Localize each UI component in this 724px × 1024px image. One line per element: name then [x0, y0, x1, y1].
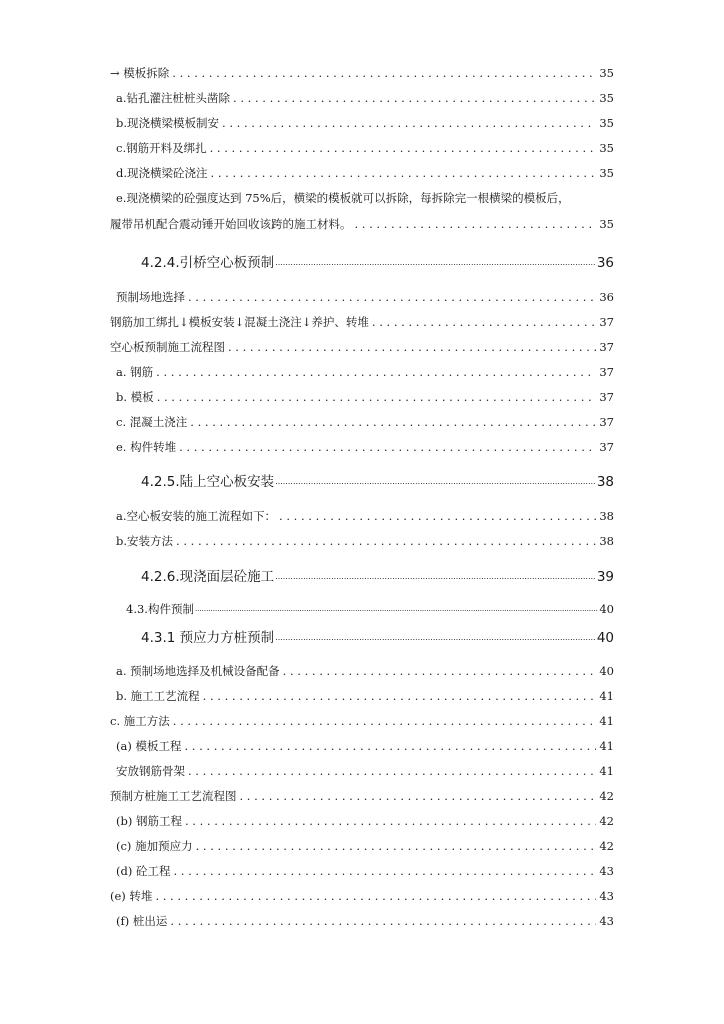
toc-entry-title: (f) 桩出运	[116, 914, 168, 928]
toc-entry-title: e. 构件转堆	[116, 440, 177, 454]
toc-page-number: 35	[599, 116, 614, 130]
toc-entry[interactable]	[110, 211, 614, 231]
dot-leader	[233, 91, 596, 105]
toc-page-number: 41	[599, 689, 614, 703]
toc-entry[interactable]	[116, 733, 614, 753]
toc-entry[interactable]	[116, 284, 614, 304]
toc-page-number: 37	[599, 340, 614, 354]
toc-entry-title: a. 钢筋	[116, 365, 154, 379]
toc-page-number: 38	[599, 534, 614, 548]
toc-page-number: 35	[599, 217, 614, 231]
toc-entry-title: 安放钢筋骨架	[116, 764, 185, 778]
dot-leader	[275, 253, 596, 271]
toc-entry-title: (a) 模板工程	[116, 739, 182, 753]
dot-leader	[157, 390, 597, 404]
toc-entry-title: d.现浇横梁砼浇注	[116, 166, 208, 180]
dot-leader	[372, 315, 596, 329]
toc-page-number: 36	[596, 255, 614, 271]
toc-page-number: 41	[599, 739, 614, 753]
toc-entry-title: → 模板拆除	[110, 66, 170, 80]
toc-heading-entry[interactable]	[141, 468, 614, 490]
toc-page-number: 40	[599, 602, 614, 616]
toc-page-number: 43	[599, 889, 614, 903]
toc-entry-title: 4.3.1 预应力方桩预制	[141, 630, 275, 646]
toc-heading-entry[interactable]	[141, 249, 614, 271]
toc-entry-title: 空心板预制施工流程图	[110, 340, 225, 354]
toc-entry[interactable]	[116, 833, 614, 853]
dot-leader	[228, 340, 596, 354]
toc-page-number: 37	[599, 315, 614, 329]
toc-page-number: 35	[599, 66, 614, 80]
toc-page-number: 41	[599, 714, 614, 728]
dot-leader	[172, 66, 596, 80]
toc-entry-title-wrapped[interactable]: e.现浇横梁的砼强度达到 75%后，横梁的模板就可以拆除，每拆除完一根横梁的模板后，	[116, 191, 570, 205]
dot-leader	[170, 914, 596, 928]
toc-entry[interactable]	[116, 85, 614, 105]
toc-entry-title: (d) 砼工程	[116, 864, 171, 878]
toc-entry-title: 钢筋加工绑扎↓模板安装↓混凝土浇注↓养护、转堆	[110, 315, 369, 329]
toc-entry-title: c.钢筋开料及绑扎	[116, 141, 207, 155]
toc-entry-title: 4.2.5.陆上空心板安装	[141, 474, 275, 490]
toc-entry-title: b.现浇横梁模板制安	[116, 116, 220, 130]
dot-leader	[179, 440, 596, 454]
toc-entry-title: 预制方桩施工工艺流程图	[110, 789, 237, 803]
toc-entry[interactable]	[110, 334, 614, 354]
toc-entry-title: (e) 转堆	[110, 889, 153, 903]
toc-page-number: 35	[599, 91, 614, 105]
toc-entry[interactable]	[110, 883, 614, 903]
toc-entry[interactable]	[116, 503, 614, 523]
toc-entry[interactable]	[110, 309, 614, 329]
toc-entry[interactable]	[116, 808, 614, 828]
toc-entry[interactable]	[116, 658, 614, 678]
toc-entry[interactable]	[110, 708, 614, 728]
toc-entry-title: c. 混凝土浇注	[116, 415, 188, 429]
toc-entry[interactable]	[116, 110, 614, 130]
toc-entry-title: a.钻孔灌注桩桩头凿除	[116, 91, 231, 105]
toc-entry[interactable]	[116, 858, 614, 878]
dot-leader	[155, 889, 596, 903]
toc-page-number: 42	[599, 814, 614, 828]
dot-leader	[174, 864, 597, 878]
dot-leader	[275, 628, 596, 646]
dot-leader	[279, 509, 596, 523]
dot-leader	[275, 567, 596, 585]
toc-entry[interactable]	[116, 683, 614, 703]
toc-entry-title: b. 模板	[116, 390, 154, 404]
toc-page-number: 37	[599, 415, 614, 429]
dot-leader	[176, 534, 596, 548]
toc-entry[interactable]	[126, 596, 614, 616]
dot-leader	[173, 714, 597, 728]
toc-entry[interactable]	[116, 908, 614, 928]
toc-entry-title: 预制场地选择	[116, 290, 185, 304]
toc-entry-title: 4.2.4.引桥空心板预制	[141, 255, 275, 271]
toc-page-number: 35	[599, 166, 614, 180]
toc-entry-title: 4.3.构件预制	[126, 602, 194, 616]
toc-entry-title: (b) 钢筋工程	[116, 814, 182, 828]
toc-page-number: 40	[596, 630, 614, 646]
toc-entry[interactable]	[110, 783, 614, 803]
toc-entry-title: 4.2.6.现浇面层砼施工	[141, 569, 275, 585]
toc-entry[interactable]	[116, 135, 614, 155]
toc-page-number: 38	[599, 509, 614, 523]
toc-page-number: 39	[596, 569, 614, 585]
toc-page-number: 41	[599, 764, 614, 778]
toc-entry-title: 履带吊机配合震动锤开始回收该跨的施工材料。	[110, 217, 352, 231]
toc-entry-title: b.安装方法	[116, 534, 174, 548]
toc-entry[interactable]	[116, 758, 614, 778]
toc-page-number: 43	[599, 914, 614, 928]
dot-leader	[355, 217, 597, 231]
toc-page-number: 43	[599, 864, 614, 878]
toc-page-number: 37	[599, 440, 614, 454]
toc-page-number: 40	[599, 664, 614, 678]
toc-entry[interactable]	[116, 160, 614, 180]
toc-page-number: 35	[599, 141, 614, 155]
dot-leader	[210, 141, 597, 155]
dot-leader	[222, 116, 596, 130]
toc-heading-entry[interactable]	[141, 563, 614, 585]
dot-leader	[184, 739, 596, 753]
dot-leader	[283, 664, 597, 678]
toc-page-number: 42	[599, 839, 614, 853]
dot-leader	[190, 415, 596, 429]
toc-entry-title: c. 施工方法	[110, 714, 170, 728]
toc-entry-title: a. 预制场地选择及机械设备配备	[116, 664, 280, 678]
toc-entry[interactable]	[116, 434, 614, 454]
toc-entry[interactable]	[116, 384, 614, 404]
toc-page-number: 42	[599, 789, 614, 803]
dot-leader	[195, 600, 598, 616]
toc-page-number: 36	[599, 290, 614, 304]
toc-page-number: 37	[599, 365, 614, 379]
dot-leader	[211, 166, 597, 180]
toc-entry[interactable]	[116, 409, 614, 429]
toc-entry-title: b. 施工工艺流程	[116, 689, 200, 703]
dot-leader	[275, 472, 596, 490]
toc-entry-title: a.空心板安装的施工流程如下：	[116, 509, 277, 523]
dot-leader	[188, 764, 596, 778]
toc-entry[interactable]	[116, 528, 614, 548]
toc-page-number: 38	[596, 474, 614, 490]
toc-entry[interactable]	[110, 60, 614, 80]
dot-leader	[203, 689, 597, 703]
toc-entry-title: (c) 施加预应力	[116, 839, 193, 853]
dot-leader	[188, 290, 596, 304]
dot-leader	[240, 789, 597, 803]
dot-leader	[185, 814, 596, 828]
toc-entry[interactable]	[116, 359, 614, 379]
dot-leader	[156, 365, 596, 379]
toc-page-number: 37	[599, 390, 614, 404]
dot-leader	[196, 839, 597, 853]
toc-heading-entry[interactable]	[141, 624, 614, 646]
